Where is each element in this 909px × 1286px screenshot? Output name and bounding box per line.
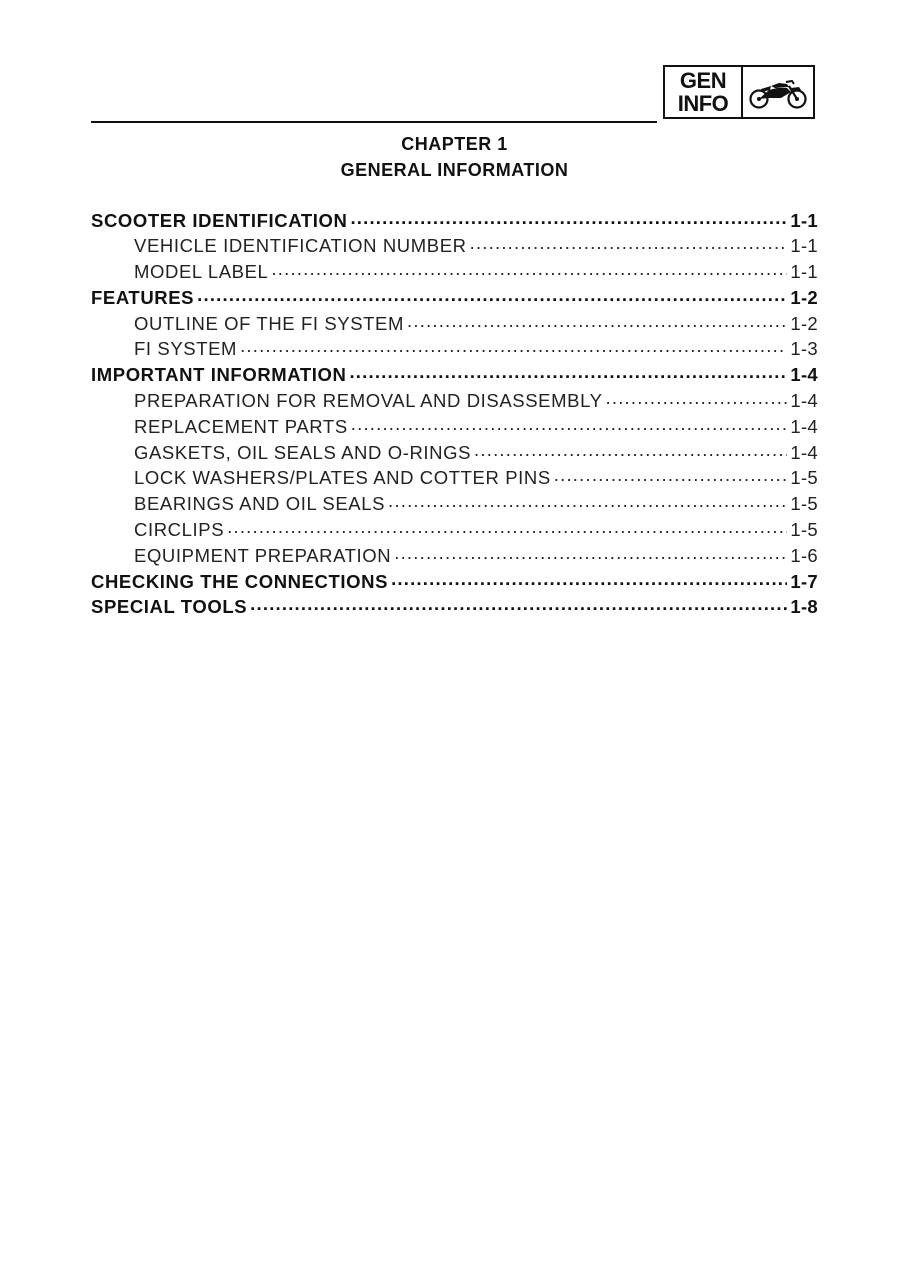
toc-subsection-entry xyxy=(91,260,818,286)
toc-section-entry xyxy=(91,208,818,234)
toc-entry-page: 1-2 xyxy=(790,312,818,334)
toc-dot-leader xyxy=(470,234,788,253)
toc-dot-leader xyxy=(350,208,787,227)
toc-entry-page: 1-8 xyxy=(790,596,818,618)
gen-info-badge xyxy=(663,65,815,119)
toc-dot-leader xyxy=(606,389,788,408)
toc-entry-page: 1-1 xyxy=(790,235,818,257)
toc-dot-leader xyxy=(197,285,787,304)
toc-subsection-entry xyxy=(91,337,818,363)
toc-entry-title: CIRCLIPS xyxy=(134,519,225,541)
toc-entry-title: FEATURES xyxy=(91,286,195,308)
toc-subsection-entry xyxy=(91,518,818,544)
badge-text xyxy=(665,67,743,117)
toc-entry-title: MODEL LABEL xyxy=(134,261,269,283)
toc-subsection-entry xyxy=(91,311,818,337)
toc-subsection-entry xyxy=(91,389,818,415)
toc-subsection-entry xyxy=(91,492,818,518)
badge-line-info: INFO xyxy=(677,91,729,116)
toc-subsection-entry xyxy=(91,234,818,260)
toc-dot-leader xyxy=(474,440,787,459)
toc-entry-page: 1-3 xyxy=(790,338,818,360)
header-rule xyxy=(91,121,657,123)
toc-entry-page: 1-4 xyxy=(790,390,818,412)
toc-entry-page: 1-4 xyxy=(790,441,818,463)
toc-subsection-entry xyxy=(91,440,818,466)
chapter-number: CHAPTER 1 xyxy=(401,134,508,154)
toc-dot-leader xyxy=(391,569,787,588)
toc-entry-title: IMPORTANT INFORMATION xyxy=(91,364,347,386)
chapter-title: GENERAL INFORMATION xyxy=(340,160,569,180)
toc-entry-page: 1-6 xyxy=(790,544,818,566)
toc-subsection-entry xyxy=(91,543,818,569)
toc-entry-title: EQUIPMENT PREPARATION xyxy=(134,544,392,566)
toc-entry-page: 1-5 xyxy=(790,493,818,515)
toc-entry-page: 1-5 xyxy=(790,519,818,541)
toc-section-entry xyxy=(91,595,818,621)
motorcycle-icon xyxy=(743,67,813,117)
toc-entry-title: OUTLINE OF THE FI SYSTEM xyxy=(134,312,405,334)
toc-dot-leader xyxy=(227,518,787,537)
toc-entry-page: 1-7 xyxy=(790,570,818,592)
toc-entry-title: SCOOTER IDENTIFICATION xyxy=(91,209,348,231)
toc-entry-page: 1-1 xyxy=(790,209,818,231)
toc-entry-title: LOCK WASHERS/PLATES AND COTTER PINS xyxy=(134,467,551,489)
toc-entry-page: 1-4 xyxy=(790,364,818,386)
toc-entry-page: 1-2 xyxy=(790,286,818,308)
badge-line-gen: GEN xyxy=(679,68,727,93)
toc-dot-leader xyxy=(388,492,787,511)
toc-entry-title: GASKETS, OIL SEALS AND O-RINGS xyxy=(134,441,472,463)
toc-dot-leader xyxy=(271,260,787,279)
toc-entry-title: FI SYSTEM xyxy=(134,338,238,360)
toc-entry-page: 1-5 xyxy=(790,467,818,489)
toc-entry-title: CHECKING THE CONNECTIONS xyxy=(91,570,389,592)
toc-section-entry xyxy=(91,363,818,389)
toc-section-entry xyxy=(91,285,818,311)
toc-entry-page: 1-4 xyxy=(790,415,818,437)
toc-dot-leader xyxy=(250,595,787,614)
toc-entry-title: REPLACEMENT PARTS xyxy=(134,415,348,437)
toc-dot-leader xyxy=(394,543,787,562)
toc-dot-leader xyxy=(349,363,787,382)
toc-entry-page: 1-1 xyxy=(790,261,818,283)
toc-section-entry xyxy=(91,569,818,595)
toc-entry-title: BEARINGS AND OIL SEALS xyxy=(134,493,386,515)
toc-entry-title: VEHICLE IDENTIFICATION NUMBER xyxy=(134,235,467,257)
toc-dot-leader xyxy=(407,311,787,330)
toc-entry-title: SPECIAL TOOLS xyxy=(91,596,248,618)
table-of-contents xyxy=(91,208,818,621)
toc-dot-leader xyxy=(554,466,788,485)
toc-entry-title: PREPARATION FOR REMOVAL AND DISASSEMBLY xyxy=(134,390,603,412)
toc-dot-leader xyxy=(351,414,788,433)
toc-subsection-entry xyxy=(91,414,818,440)
toc-dot-leader xyxy=(240,337,787,356)
toc-subsection-entry xyxy=(91,466,818,492)
